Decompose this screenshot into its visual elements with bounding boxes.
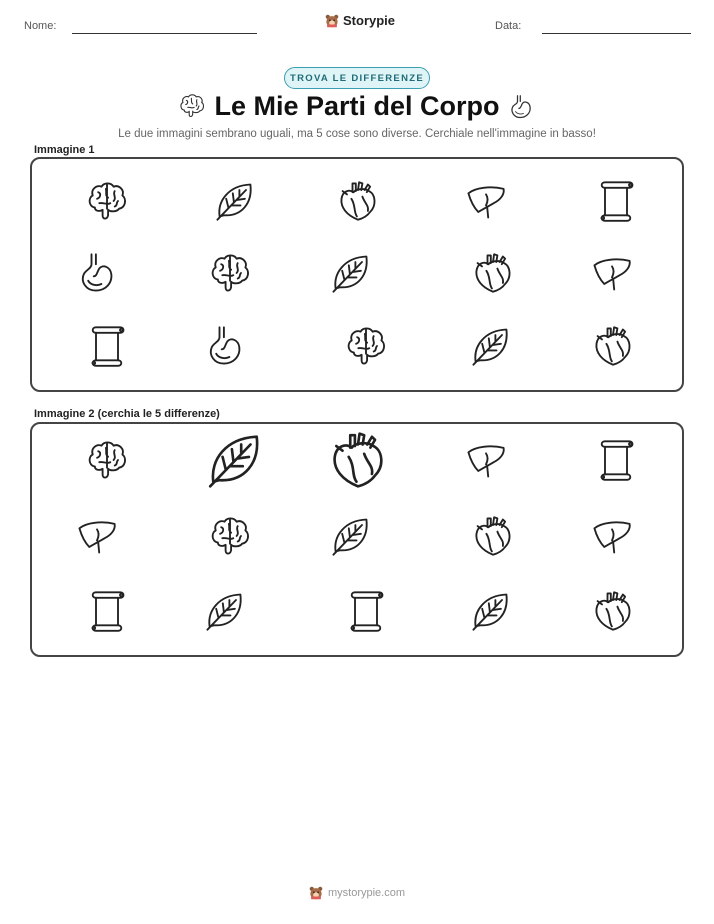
image2-leaf-icon[interactable] — [203, 589, 247, 633]
image2-panel[interactable] — [30, 422, 684, 657]
image2-scroll-icon[interactable] — [594, 438, 638, 482]
image1-heart-icon — [591, 324, 635, 368]
image1-leaf-icon — [469, 324, 513, 368]
image2-liver-icon[interactable] — [75, 514, 119, 558]
image1-panel — [30, 157, 684, 392]
image1-brain-icon — [208, 251, 252, 295]
name-line[interactable] — [72, 33, 257, 34]
image1-scroll-icon — [85, 324, 129, 368]
brand-name: Storypie — [343, 13, 396, 28]
image1-brain-icon — [344, 324, 388, 368]
image1-leaf-icon — [329, 251, 373, 295]
bear-logo-icon — [325, 14, 339, 28]
image2-heart-icon[interactable] — [591, 589, 635, 633]
page-title: Le Mie Parti del Corpo — [214, 91, 500, 121]
image2-leaf-icon[interactable] — [329, 514, 373, 558]
image2-label: Immagine 2 (cerchia le 5 differenze) — [34, 408, 220, 420]
image1-leaf-icon — [213, 179, 257, 223]
image1-liver-icon — [590, 251, 634, 295]
image1-liver-icon — [464, 179, 508, 223]
image2-scroll-icon[interactable] — [344, 589, 388, 633]
activity-badge: TROVA LE DIFFERENZE — [284, 67, 430, 89]
image1-brain-icon — [85, 179, 129, 223]
image2-liver-icon[interactable] — [590, 514, 634, 558]
image1-label: Immagine 1 — [34, 144, 95, 156]
image2-heart-icon[interactable] — [327, 429, 389, 491]
image2-leaf-icon[interactable] — [469, 589, 513, 633]
brand-logo — [325, 13, 395, 28]
image1-heart-icon — [336, 179, 380, 223]
date-label: Data: — [495, 20, 522, 32]
image2-liver-icon[interactable] — [464, 438, 508, 482]
name-label: Nome: — [24, 20, 57, 32]
image1-stomach-icon — [203, 324, 247, 368]
image1-stomach-icon — [75, 251, 119, 295]
footer-url: mystorypie.com — [327, 887, 406, 899]
bear-logo-icon — [309, 886, 323, 900]
image2-brain-icon[interactable] — [208, 514, 252, 558]
image1-scroll-icon — [594, 179, 638, 223]
stomach-icon — [507, 92, 535, 122]
date-line[interactable] — [542, 33, 691, 34]
image2-brain-icon[interactable] — [85, 438, 129, 482]
image1-heart-icon — [471, 251, 515, 295]
image2-heart-icon[interactable] — [471, 514, 515, 558]
image2-scroll-icon[interactable] — [85, 589, 129, 633]
footer — [0, 886, 714, 900]
image2-leaf-icon[interactable] — [204, 429, 266, 491]
instructions: Le due immagini sembrano uguali, ma 5 cose sono diverse. Cerchiale nell'immagine in basso! — [118, 128, 596, 140]
